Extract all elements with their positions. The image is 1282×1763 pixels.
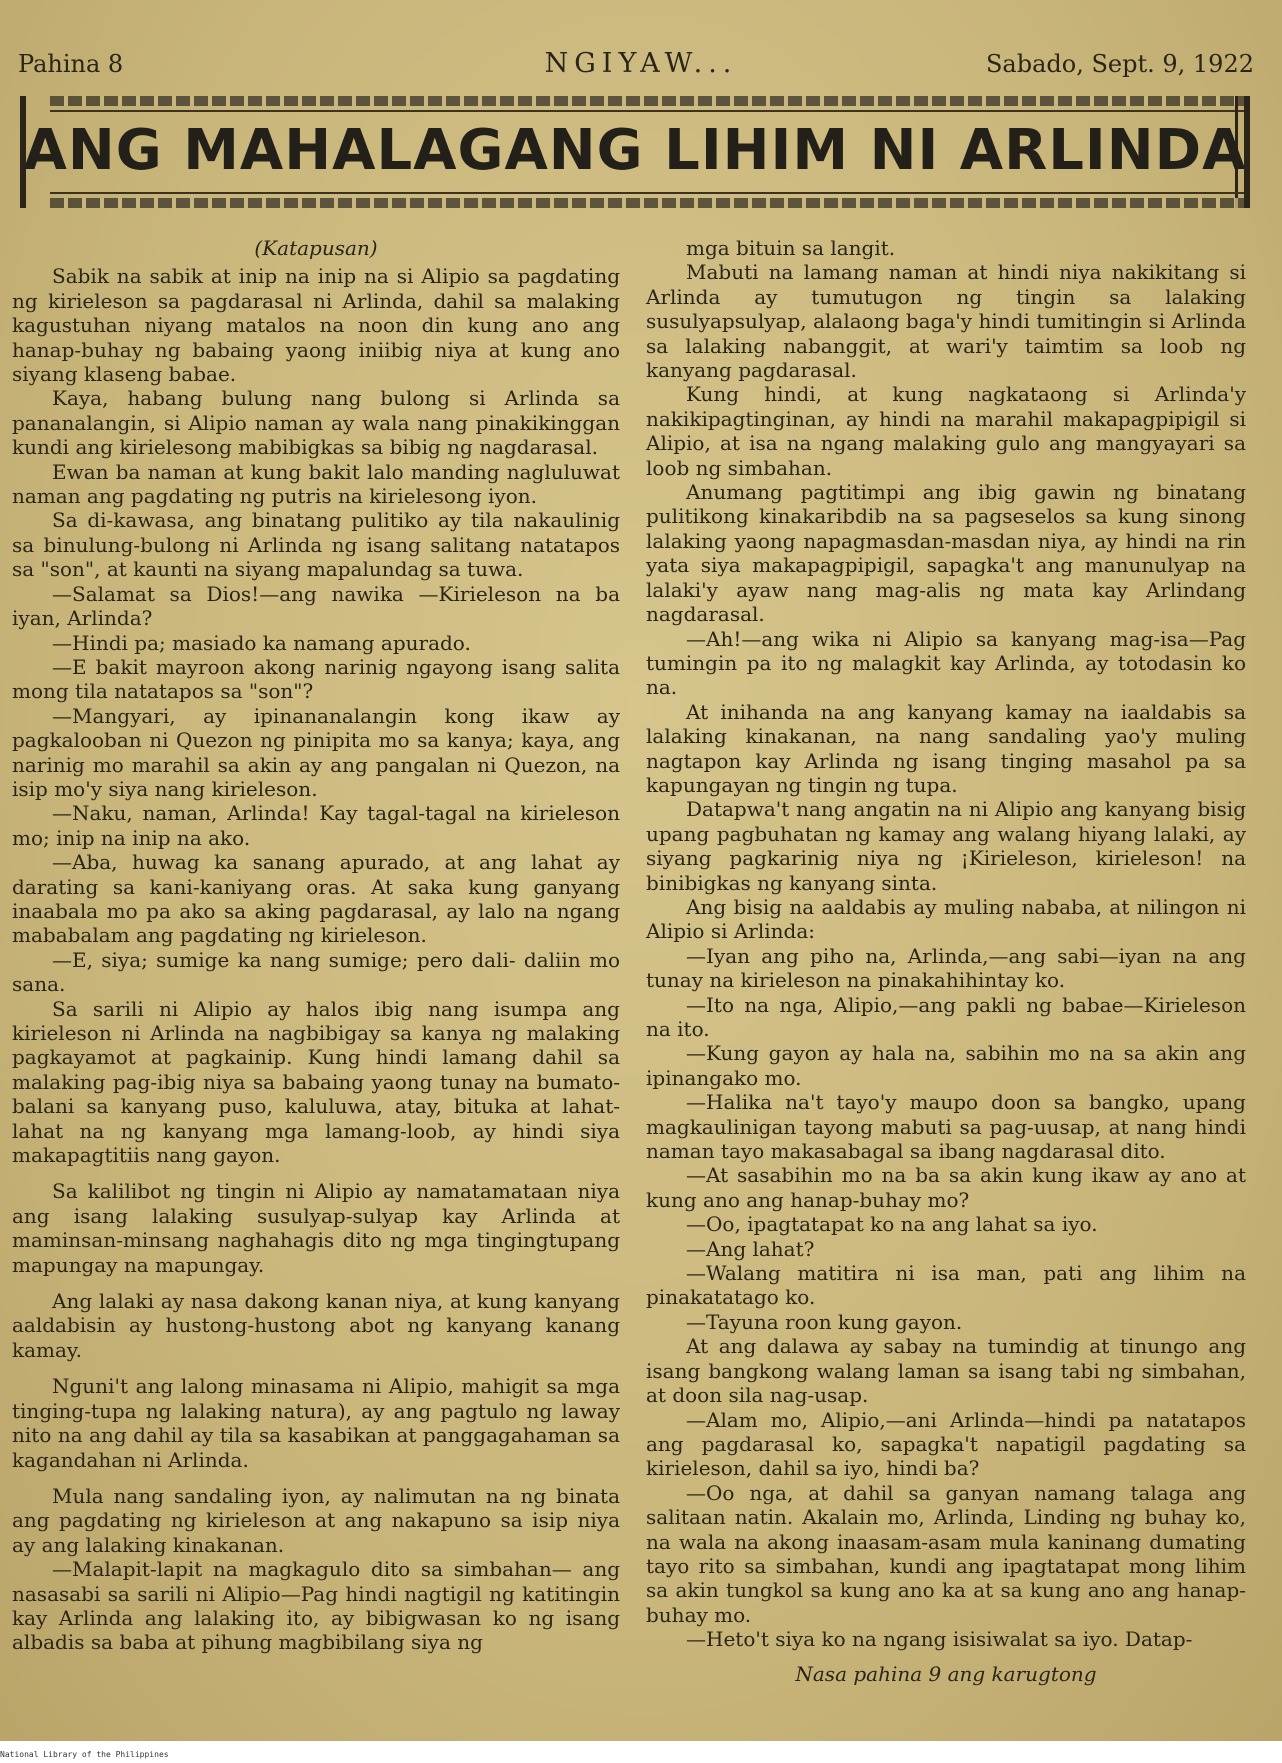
rule-line-bottom bbox=[50, 192, 1244, 194]
article-column-right bbox=[646, 236, 1246, 1686]
paragraph: —Naku, naman, Arlinda! Kay tagal-tagal na kirieleson mo; inip na inip na ako. bbox=[12, 801, 620, 850]
paragraph: mga bituin sa langit. bbox=[686, 236, 896, 260]
publication-name: NGIYAW... bbox=[544, 48, 738, 79]
rule-line-top bbox=[50, 110, 1244, 112]
article-title: ANG MAHALAGANG LIHIM NI ARLINDA bbox=[23, 118, 1247, 183]
paragraph: —Iyan ang piho na, Arlinda,—ang sabi—iyan na ang tunay na kirieleson na pinakahihintay ko. bbox=[646, 943, 1246, 993]
paragraph: Datapwa't nang angatin na ni Alipio ang kanyang bisig upang pagbuhatan ng kamay ang walang hiyang lalaki, ay siyang pagkarinig niya ng ¡Kirieleson, kirieleson! na binibigkas ng kanyang sinta. bbox=[646, 797, 1246, 895]
paragraph: —At sasabihin mo na ba sa akin kung ikaw ay ano at kung ano ang hanap-buhay mo? bbox=[646, 1163, 1246, 1212]
paragraph: —Salamat sa Dios!—ang nawika —Kirieleson na ba iyan, Arlinda? bbox=[12, 581, 620, 631]
library-credit: National Library of the Philippines bbox=[0, 1750, 169, 1759]
paragraph: —Oo nga, at dahil sa ganyan namang talaga ang salitaan natin. Akalain mo, Arlinda, Linding ng buhay ko, na wala na akong inaasam-asam mula kaninang dumating tayo rito sa simbahan, kundi ang ipagtatapat mong lihim sa akin tungkol sa kung ano ka at sa kung ano ang hanap-buhay mo. bbox=[646, 1480, 1246, 1627]
paragraph: Ang bisig na aaldabis ay muling nababa, at nilingon ni Alipio si Arlinda: bbox=[646, 894, 1246, 944]
paragraph: At ang dalawa ay sabay na tumindig at tinungo ang isang bangkong walang laman sa isang tabi ng simbahan, at doon sila nag-usap. bbox=[646, 1334, 1246, 1408]
article-column-left bbox=[12, 236, 620, 1655]
paragraph: —Ito na nga, Alipio,—ang pakli ng babae—Kirieleson na ito. bbox=[646, 992, 1246, 1041]
paragraph: —Ah!—ang wika ni Alipio sa kanyang mag-isa—Pag tumingin pa ito ng malagkit kay Arlinda, ay totodasin ko na. bbox=[646, 626, 1246, 700]
paragraph: —Aba, huwag ka sanang apurado, at ang lahat ay darating sa kani-kaniyang oras. At saka kung ganyang inaabala mo pa ako sa aking pagdarasal, ay lalo na ngang mababalam ang pagdating ng kirieleson. bbox=[12, 850, 620, 948]
paragraph: Nguni't ang lalong minasama ni Alipio, mahigit sa mga tinging-tupa ng lalaking natura), ay ang pagtulo ng laway nito na ang dahil ay tila sa kasabikan at panggagahaman sa kagandahan ni Arlinda. bbox=[12, 1374, 620, 1472]
ornamental-rule-bottom bbox=[50, 198, 1244, 208]
footer-band bbox=[0, 1741, 1282, 1763]
paragraph: Kung hindi, at kung nagkataong si Arlinda'y nakikipagtinginan, ay hindi na marahil makapagpipigil si Alipio, at isa na ngang malaking gulo ang mangyayari sa loob ng simbahan. bbox=[646, 382, 1246, 480]
page-number: Pahina 8 bbox=[18, 50, 124, 78]
paragraph: —Halika na't tayo'y maupo doon sa bangko, upang magkaulinigan tayong mabuti sa pag-uusap, at nang hindi naman tayo makasabagal sa ibang nagdarasal dito. bbox=[646, 1090, 1246, 1164]
paragraph: Sa kalilibot ng tingin ni Alipio ay namatamataan niya ang isang lalaking susulyap-sulyap kay Arlinda at maminsan-minsang naghahagis dito ng mga tingingtupang mapungay na mapungay. bbox=[12, 1179, 620, 1277]
paragraph: —Oo, ipagtatapat ko na ang lahat sa iyo. bbox=[686, 1212, 1098, 1237]
paragraph: Mabuti na lamang naman at hindi niya nakikitang si Arlinda ay tumutugon ng tingin sa lalaking susulyapsulyap, alalaong baga'y hindi tumitingin si Arlinda sa lalaking nabanggit, at wari'y taimtim sa loob ng kanyang pagdarasal. bbox=[646, 260, 1246, 383]
title-banner bbox=[20, 96, 1250, 208]
paragraph: —Kung gayon ay hala na, sabihin mo na sa akin ang ipinangako mo. bbox=[646, 1041, 1246, 1090]
paragraph: —Malapit-lapit na magkagulo dito sa simbahan— ang nasasabi sa sarili ni Alipio—Pag hindi nagtigil ng katitingin kay Arlinda ang lalaking ito, ay bibigwasan ko ng isang albadis sa baba at pihung magbibilang siya ng bbox=[12, 1557, 620, 1655]
paragraph: —E bakit mayroon akong narinig ngayong isang salita mong tila natatapos sa "son"? bbox=[12, 654, 620, 704]
ornamental-rule-top bbox=[50, 96, 1244, 106]
paragraph: —Walang matitira ni isa man, pati ang lihim na pinakatatago ko. bbox=[646, 1261, 1246, 1310]
paragraph: Sabik na sabik at inip na inip na si Alipio sa pagdating ng kirieleson sa pagdarasal ni Arlinda, dahil sa malaking kagustuhan niyang matalos na noon din kung ano ang hanap-buhay ng babaing yaong iniibig niya at kung ano siyang klaseng babae. bbox=[12, 264, 620, 387]
paragraph: —Heto't siya ko na ngang isisiwalat sa iyo. Datap- bbox=[686, 1627, 1193, 1652]
paragraph: —Alam mo, Alipio,—ani Arlinda—hindi pa natatapos ang pagdarasal ko, sapagka't napatigil pagdating sa kirieleson, dahil sa iyo, hindi ba? bbox=[646, 1407, 1246, 1481]
article-subtitle: (Katapusan) bbox=[254, 236, 378, 260]
paragraph: Kaya, habang bulung nang bulong si Arlinda sa pananalangin, si Alipio naman ay wala nang pinakikinggan kundi ang kirielesong mabibigkas sa bibig ng nagdarasal. bbox=[12, 386, 620, 460]
paragraph: —Mangyari, ay ipinananalangin kong ikaw ay pagkalooban ni Quezon ng pinipita mo sa kanya; kaya, ang narinig mo marahil sa akin ay ang pangalan ni Quezon, na isip mo'y siya nang kirieleson. bbox=[12, 703, 620, 801]
paragraph: Anumang pagtitimpi ang ibig gawin ng binatang pulitikong kinakaribdib na sa pagseselos sa kung sinong lalaking yaong napagmasdan-masdan niya, ay hindi na rin yata siya makapagpipigil, sapagka't ang manunulyap na lalaki'y ayaw nang mag-alis ng mata kay Arlindang nagdarasal. bbox=[646, 480, 1246, 627]
continued-note: Nasa pahina 9 ang karugtong bbox=[795, 1661, 1097, 1686]
paragraph: Ewan ba naman at kung bakit lalo manding nagluluwat naman ang pagdating ng putris na kirielesong iyon. bbox=[12, 459, 620, 509]
paragraph: —E, siya; sumige ka nang sumige; pero dali- daliin mo sana. bbox=[12, 947, 620, 997]
issue-date: Sabado, Sept. 9, 1922 bbox=[985, 50, 1254, 78]
paragraph: Ang lalaki ay nasa dakong kanan niya, at kung kanyang aaldabisin ay hustong-hustong abot ng kanyang kanang kamay. bbox=[12, 1289, 620, 1362]
paragraph: Sa di-kawasa, ang binatang pulitiko ay tila nakaulinig sa binulung-bulong ni Arlinda ng isang salitang natatapos sa "son", at kaunti na siyang mapalundag sa tuwa. bbox=[12, 508, 620, 582]
paragraph: Mula nang sandaling iyon, ay nalimutan na ng binata ang pagdating ng kirieleson at ang nakapuno sa isip niya ay ang lalaking kinakanan. bbox=[12, 1483, 620, 1557]
paragraph: Sa sarili ni Alipio ay halos ibig nang isumpa ang kirieleson ni Arlinda na nagbibigay sa kanya ng malaking pagkayamot at pagkainip. Kung hindi lamang dahil sa malaking pag-ibig niya sa babaing yaong tunay na bumato-balani sa kanyang puso, kaluluwa, atay, bituka at lahat-lahat na ng kanyang mga lamang-loob, ay hindi siya makapagtitiis nang gayon. bbox=[12, 996, 620, 1168]
paragraph: —Tayuna roon kung gayon. bbox=[686, 1309, 963, 1334]
paragraph: At inihanda na ang kanyang kamay na iaaldabis sa lalaking kinakanan, na nang sandaling yao'y muling nagtapon kay Arlinda ng isang tinging masahol pa sa kapungayan ng tingin ng tupa. bbox=[646, 699, 1246, 797]
paragraph: —Ang lahat? bbox=[686, 1236, 815, 1261]
page-header bbox=[18, 44, 1264, 84]
paragraph: —Hindi pa; masiado ka namang apurado. bbox=[52, 630, 471, 655]
